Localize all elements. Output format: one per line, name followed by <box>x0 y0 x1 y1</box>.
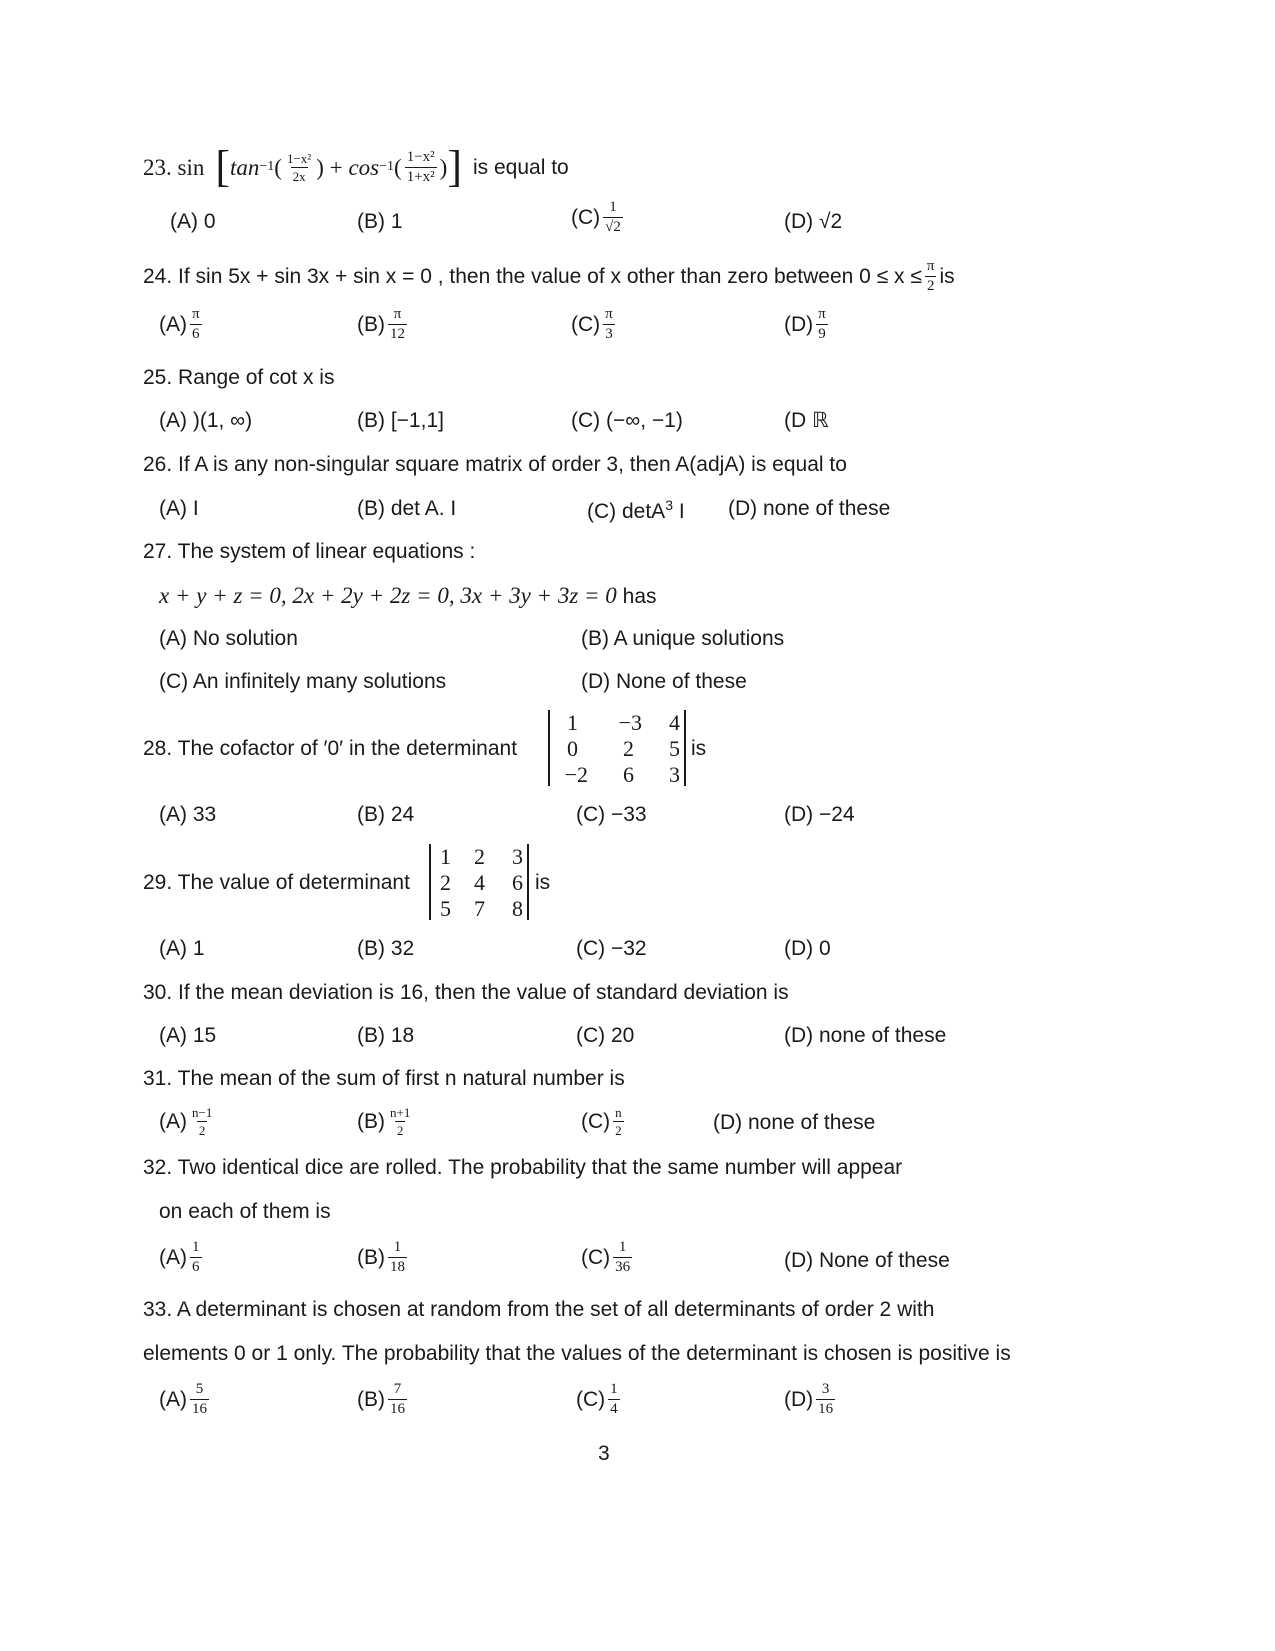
q24-text: 24. If sin 5x + sin 3x + sin x = 0 , then the value of x other than zero between 0 ≤ x ≤ <box>143 264 922 288</box>
q31-a-label: (A) <box>159 1110 187 1133</box>
q28-cell: 0 <box>567 736 578 761</box>
q27-equations <box>159 584 657 607</box>
page-number: 3 <box>598 1442 610 1465</box>
q24-lim-den: 2 <box>926 277 935 294</box>
q31-b-num: n+1 <box>390 1105 411 1120</box>
q32-c-label: (C) <box>581 1246 611 1269</box>
q26-c-label: (C) detA <box>587 500 666 523</box>
q29-cell: 8 <box>512 896 523 921</box>
q23-paren: ( <box>394 154 402 180</box>
q31-option-c <box>581 1106 627 1137</box>
q31-b-den: 2 <box>396 1123 404 1138</box>
q31-option-b <box>357 1106 415 1137</box>
q33-d-den: 16 <box>818 1401 834 1417</box>
q24-c-fraction <box>603 307 615 342</box>
q31-option-a <box>159 1106 217 1137</box>
q28-option-d: (D) −24 <box>784 803 855 826</box>
q23-c-den: √2 <box>605 219 621 235</box>
q33-c-fraction <box>608 1382 620 1417</box>
q32-b-fraction <box>388 1240 407 1275</box>
q31-c-label: (C) <box>581 1110 611 1133</box>
q32-option-c <box>581 1240 635 1275</box>
q24-d-fraction <box>816 307 828 342</box>
q27-option-a: (A) No solution <box>159 627 298 650</box>
q33-a-fraction <box>190 1382 209 1417</box>
q24-option-c <box>571 307 618 342</box>
q23-option-c <box>571 200 626 235</box>
q29-cell: 5 <box>440 896 451 921</box>
question-23 <box>143 140 569 194</box>
q23-fraction-2 <box>405 150 437 185</box>
q29-tail: is <box>535 871 551 894</box>
q31-a-fraction <box>190 1106 214 1137</box>
q29-option-c: (C) −32 <box>576 937 647 960</box>
q33-b-label: (B) <box>357 1388 385 1411</box>
q32-a-num: 1 <box>192 1239 200 1255</box>
q24-c-num: π <box>605 306 613 322</box>
q32-option-d: (D) None of these <box>784 1249 950 1272</box>
q23-cos-inverse: −1 <box>379 159 395 174</box>
q30-option-a: (A) 15 <box>159 1024 217 1047</box>
q26-option-c <box>587 498 685 522</box>
q26-option-b: (B) det A. I <box>357 497 457 520</box>
q26-option-a: (A) I <box>159 497 199 520</box>
q23-bracket-open: [ <box>204 142 230 191</box>
q24-tail: is <box>939 264 955 288</box>
q24-c-label: (C) <box>571 313 601 336</box>
q23-option-d: (D) √2 <box>784 210 843 233</box>
q28-cell: 1 <box>567 710 578 735</box>
q31-b-label: (B) <box>357 1110 385 1133</box>
q29-cell: 7 <box>474 896 485 921</box>
q28-cell: 5 <box>669 736 680 761</box>
q28-cell: 3 <box>669 762 680 787</box>
q23-fraction-1 <box>285 152 313 183</box>
q24-option-b <box>357 307 410 342</box>
q33-option-c <box>576 1382 623 1417</box>
q27-option-d: (D) None of these <box>581 670 747 693</box>
q28-cell: 6 <box>623 762 634 787</box>
q26-c-tail: I <box>672 500 685 523</box>
q28-cell: 4 <box>669 710 680 735</box>
q33-c-den: 4 <box>610 1401 618 1417</box>
question-32-line-1: 32. Two identical dice are rolled. The probability that the same number will appear <box>143 1156 903 1179</box>
q32-option-b <box>357 1240 410 1275</box>
q23-tan: tan <box>230 154 260 180</box>
q29-cell: 3 <box>512 844 523 869</box>
q23-c-num: 1 <box>609 199 617 215</box>
question-27: 27. The system of linear equations : <box>143 540 476 563</box>
q27-eq-tail: has <box>622 585 657 608</box>
q29-option-d: (D) 0 <box>784 937 831 960</box>
q26-option-d: (D) none of these <box>728 497 891 520</box>
q33-b-den: 16 <box>390 1401 405 1417</box>
question-24 <box>143 257 955 295</box>
q25-option-a: (A) )(1, ∞) <box>159 409 253 432</box>
q23-tan-inverse: −1 <box>259 159 275 174</box>
q32-c-den: 36 <box>615 1259 631 1275</box>
question-32-line-2: on each of them is <box>159 1200 331 1223</box>
q31-c-num: n <box>615 1105 622 1120</box>
q23-cos: cos <box>348 154 380 180</box>
q27-option-c: (C) An infinitely many solutions <box>159 670 447 693</box>
q32-c-num: 1 <box>618 1239 627 1255</box>
q23-bracket-close: ] <box>447 142 473 191</box>
q24-d-num: π <box>818 306 826 322</box>
q23-paren: ) <box>439 154 448 180</box>
q32-a-fraction <box>190 1240 202 1275</box>
q23-f1-den: 2x <box>292 168 306 184</box>
q33-a-label: (A) <box>159 1388 187 1411</box>
q24-a-num: π <box>192 306 200 322</box>
q32-a-den: 6 <box>192 1259 200 1275</box>
q31-option-d: (D) none of these <box>713 1111 876 1134</box>
q29-cell: 2 <box>440 870 451 895</box>
q23-plus: + <box>329 154 343 180</box>
q31-a-den: 2 <box>198 1123 206 1138</box>
question-33-line-2: elements 0 or 1 only. The probability that the values of the determinant is chosen is positive is <box>143 1342 1011 1365</box>
q24-c-den: 3 <box>605 326 613 342</box>
q28-option-a: (A) 33 <box>159 803 217 826</box>
q24-option-a <box>159 307 205 342</box>
q33-a-num: 5 <box>195 1381 204 1397</box>
q23-f2-num: 1−x² <box>406 148 435 165</box>
q23-tail: is equal to <box>473 155 569 179</box>
q28-cell: −3 <box>618 710 642 735</box>
q25-option-d: (D ℝ <box>784 409 829 432</box>
question-29: 29. The value of determinant <box>143 871 410 894</box>
q28-cell: 2 <box>623 736 634 761</box>
q24-b-label: (B) <box>357 313 385 336</box>
q33-b-fraction <box>388 1382 407 1417</box>
q32-c-fraction <box>613 1240 632 1275</box>
q23-option-b: (B) 1 <box>357 210 403 233</box>
q30-option-d: (D) none of these <box>784 1024 947 1047</box>
q31-c-den: 2 <box>615 1123 622 1138</box>
q33-d-fraction <box>816 1382 835 1417</box>
q27-eq: x + y + z = 0, 2x + 2y + 2z = 0, 3x + 3y + 3z = 0 <box>159 583 617 608</box>
question-31: 31. The mean of the sum of first n natural number is <box>143 1067 625 1090</box>
q29-determinant <box>429 844 529 920</box>
q23-paren: ) <box>316 154 330 180</box>
q24-a-label: (A) <box>159 313 187 336</box>
q23-paren: ( <box>274 154 282 180</box>
question-33-line-1: 33. A determinant is chosen at random from the set of all determinants of order 2 with <box>143 1298 935 1321</box>
q23-f2-den: 1+x² <box>406 168 435 185</box>
q24-a-fraction <box>190 307 202 342</box>
q32-b-num: 1 <box>393 1239 402 1255</box>
q26-c-sup: 3 <box>665 497 673 513</box>
q24-lim-num: π <box>926 257 935 274</box>
q24-d-label: (D) <box>784 313 814 336</box>
q33-c-num: 1 <box>610 1381 618 1397</box>
q24-d-den: 9 <box>818 326 826 342</box>
q24-b-fraction <box>388 307 407 342</box>
q27-option-b: (B) A unique solutions <box>581 627 785 650</box>
q24-limit-fraction <box>925 259 937 294</box>
q28-determinant <box>548 710 686 786</box>
q23-option-a: (A) 0 <box>170 210 216 233</box>
q25-option-c: (C) (−∞, −1) <box>571 409 683 432</box>
q28-option-c: (C) −33 <box>576 803 647 826</box>
q33-option-b <box>357 1382 410 1417</box>
q28-cell: −2 <box>564 762 588 787</box>
q29-cell: 1 <box>440 844 451 869</box>
q29-option-a: (A) 1 <box>159 937 205 960</box>
q32-option-a <box>159 1240 205 1275</box>
q33-option-a <box>159 1382 212 1417</box>
q29-cell: 4 <box>474 870 485 895</box>
question-26: 26. If A is any non-singular square matrix of order 3, then A(adjA) is equal to <box>143 453 847 476</box>
q33-d-label: (D) <box>784 1388 814 1411</box>
q25-option-b: (B) [−1,1] <box>357 409 444 432</box>
q23-f1-num: 1−x² <box>286 150 312 166</box>
q31-c-fraction <box>613 1106 624 1137</box>
q29-option-b: (B) 32 <box>357 937 415 960</box>
q30-option-c: (C) 20 <box>576 1024 635 1047</box>
q30-option-b: (B) 18 <box>357 1024 415 1047</box>
q24-b-den: 12 <box>390 326 405 342</box>
q32-a-label: (A) <box>159 1246 187 1269</box>
q33-c-label: (C) <box>576 1388 606 1411</box>
q24-b-num: π <box>393 306 402 322</box>
question-30: 30. If the mean deviation is 16, then the value of standard deviation is <box>143 981 789 1004</box>
q32-b-label: (B) <box>357 1246 385 1269</box>
q23-option-c-fraction <box>603 200 623 235</box>
q29-cell: 6 <box>512 870 523 895</box>
q33-b-num: 7 <box>393 1381 402 1397</box>
q29-cell: 2 <box>474 844 485 869</box>
q24-a-den: 6 <box>192 326 200 342</box>
q24-option-d <box>784 307 831 342</box>
q33-d-num: 3 <box>821 1381 830 1397</box>
q28-option-b: (B) 24 <box>357 803 415 826</box>
q28-tail: is <box>691 737 707 760</box>
question-28: 28. The cofactor of ′0′ in the determinant <box>143 737 518 760</box>
q33-a-den: 16 <box>192 1401 207 1417</box>
q31-a-num: n−1 <box>192 1105 213 1120</box>
q32-b-den: 18 <box>390 1259 405 1275</box>
q23-option-c-label: (C) <box>571 206 601 229</box>
q23-number: 23. sin <box>143 154 205 180</box>
q33-option-d <box>784 1382 838 1417</box>
question-25: 25. Range of cot x is <box>143 366 335 389</box>
q31-b-fraction <box>388 1106 412 1137</box>
